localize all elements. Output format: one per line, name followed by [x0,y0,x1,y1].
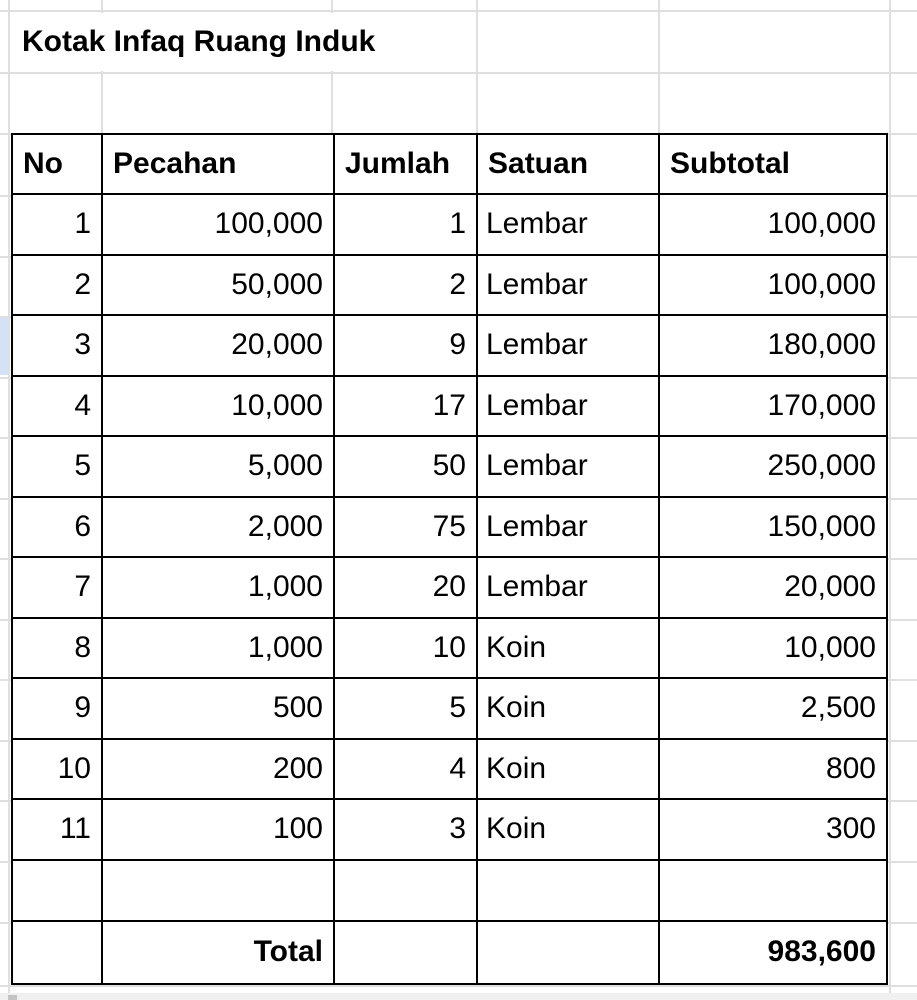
gridline [0,985,917,987]
scroll-handle-fragment[interactable] [8,995,17,1000]
cell[interactable]: 3 [335,800,478,861]
sheet-bottom-edge [0,993,917,1000]
cell[interactable] [103,861,335,922]
cell[interactable]: 5,000 [103,437,335,498]
gridline [8,0,10,993]
cell[interactable] [478,922,660,985]
cell[interactable]: 983,600 [660,922,888,985]
table-row [13,316,888,377]
cell[interactable]: 20 [335,558,478,619]
sheet-title: Kotak Infaq Ruang Induk [22,25,376,58]
cell[interactable]: Koin [478,679,660,740]
cell[interactable]: 50 [335,437,478,498]
cell[interactable]: 20,000 [660,558,888,619]
cell[interactable]: 1,000 [103,558,335,619]
cell[interactable]: 6 [13,498,103,559]
table-row [13,195,888,256]
cell[interactable]: 2,500 [660,679,888,740]
cell[interactable]: Lembar [478,195,660,256]
cell[interactable]: 1 [13,195,103,256]
cell[interactable]: 200 [103,740,335,801]
cell[interactable] [335,861,478,922]
cell[interactable]: 5 [335,679,478,740]
cell[interactable]: 4 [335,740,478,801]
cell[interactable]: 75 [335,498,478,559]
cell[interactable]: 100,000 [660,256,888,317]
cell[interactable]: 100 [103,800,335,861]
cell[interactable]: 2 [335,256,478,317]
gridline [476,0,478,133]
cell[interactable]: 100,000 [103,195,335,256]
table-total-row [13,922,888,985]
table-row [13,740,888,801]
table-row [13,619,888,680]
table-row [13,800,888,861]
cell[interactable]: 50,000 [103,256,335,317]
row-header-selection-fragment[interactable] [0,318,8,375]
cell[interactable]: Lembar [478,256,660,317]
cell[interactable]: 10 [13,740,103,801]
cell[interactable] [335,922,478,985]
cell[interactable]: 11 [13,800,103,861]
cell[interactable]: 3 [13,316,103,377]
cell[interactable] [478,861,660,922]
header-cell[interactable]: Satuan [478,135,660,195]
cell[interactable]: Lembar [478,558,660,619]
cell[interactable]: 9 [13,679,103,740]
gridline [0,72,917,74]
cell[interactable]: Total [103,922,335,985]
header-cell[interactable]: Jumlah [335,135,478,195]
cell[interactable] [660,861,888,922]
cell[interactable]: 180,000 [660,316,888,377]
gridline [658,0,660,133]
cell[interactable]: 10 [335,619,478,680]
cell[interactable]: 250,000 [660,437,888,498]
table-row [13,437,888,498]
cell[interactable]: 170,000 [660,377,888,438]
cell[interactable]: 800 [660,740,888,801]
table-row [13,498,888,559]
infaq-table [11,133,888,985]
cell[interactable]: 100,000 [660,195,888,256]
cell[interactable]: 1,000 [103,619,335,680]
cell[interactable] [13,861,103,922]
cell[interactable]: 8 [13,619,103,680]
cell[interactable] [13,922,103,985]
cell[interactable]: 300 [660,800,888,861]
header-cell[interactable]: Pecahan [103,135,335,195]
cell[interactable]: 10,000 [660,619,888,680]
cell[interactable]: Lembar [478,377,660,438]
cell[interactable]: 5 [13,437,103,498]
cell[interactable]: 7 [13,558,103,619]
gridline [889,0,891,993]
cell[interactable]: 20,000 [103,316,335,377]
cell[interactable]: Koin [478,619,660,680]
header-cell[interactable]: No [13,135,103,195]
cell[interactable]: 2,000 [103,498,335,559]
cell[interactable]: Koin [478,800,660,861]
table-row [13,256,888,317]
table-row [13,377,888,438]
cell[interactable]: Koin [478,740,660,801]
table-empty-row [13,861,888,922]
table-row [13,558,888,619]
cell[interactable]: 500 [103,679,335,740]
cell[interactable]: 2 [13,256,103,317]
cell[interactable]: Lembar [478,437,660,498]
cell[interactable]: 17 [335,377,478,438]
cell[interactable]: 1 [335,195,478,256]
sheet-title-cell[interactable] [11,13,471,71]
cell[interactable]: Lembar [478,498,660,559]
header-cell[interactable]: Subtotal [660,135,888,195]
cell[interactable]: 10,000 [103,377,335,438]
table-row [13,679,888,740]
cell[interactable]: Lembar [478,316,660,377]
table-header-row [13,135,888,195]
cell[interactable]: 4 [13,377,103,438]
cell[interactable]: 150,000 [660,498,888,559]
cell[interactable]: 9 [335,316,478,377]
gridline [0,10,917,12]
